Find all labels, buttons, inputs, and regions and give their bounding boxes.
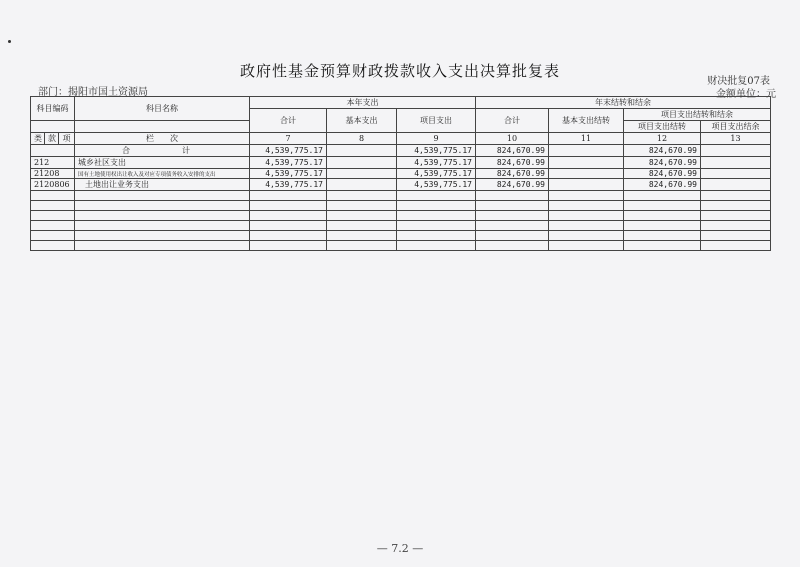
header-basic: 基本支出 <box>327 109 397 133</box>
header-year-end-total: 合计 <box>476 109 549 133</box>
header-project-carryover: 项目支出结转 <box>624 121 701 133</box>
cell-value <box>549 145 624 157</box>
col-num: 13 <box>701 133 771 145</box>
cell-value: 824,670.99 <box>624 145 701 157</box>
header-name-spacer <box>75 121 250 133</box>
cell-value: 824,670.99 <box>624 169 701 179</box>
header-code-group: 科目编码 <box>31 97 75 121</box>
total-label: 合 计 <box>75 145 250 157</box>
col-num: 9 <box>397 133 476 145</box>
cell-value <box>701 169 771 179</box>
header-lei: 类 <box>31 133 45 145</box>
header-current-year: 本年支出 <box>250 97 476 109</box>
total-row <box>31 145 771 157</box>
subject-code: 21208 <box>31 169 75 179</box>
header-code-spacer <box>31 121 75 133</box>
cell-value: 4,539,775.17 <box>397 179 476 191</box>
cell-value <box>327 169 397 179</box>
subject-code: 2120806 <box>31 179 75 191</box>
table-row <box>31 179 771 191</box>
cell-value: 824,670.99 <box>476 145 549 157</box>
table-row <box>31 169 771 179</box>
cell-value: 824,670.99 <box>624 157 701 169</box>
header-year-end: 年末结转和结余 <box>476 97 771 109</box>
cell-value <box>327 157 397 169</box>
cell-value <box>549 179 624 191</box>
cell-value: 4,539,775.17 <box>397 145 476 157</box>
empty-row <box>31 191 771 201</box>
subject-name: 城乡社区支出 <box>75 157 250 169</box>
report-title: 政府性基金预算财政拨款收入支出决算批复表 <box>239 62 560 80</box>
header-xiang: 项 <box>59 133 75 145</box>
currency-unit: 金额单位：元 <box>716 89 776 100</box>
cell-value <box>549 169 624 179</box>
subject-name: 土地出让业务支出 <box>75 179 250 191</box>
header-lanci: 栏 次 <box>75 133 250 145</box>
col-num: 7 <box>250 133 327 145</box>
department-label: 部门：揭阳市国土资源局 <box>38 87 148 98</box>
cell-value: 4,539,775.17 <box>250 157 327 169</box>
cell-value: 4,539,775.17 <box>250 179 327 191</box>
empty-row <box>31 201 771 211</box>
cell-value <box>327 179 397 191</box>
cell-value <box>549 157 624 169</box>
empty-row <box>31 211 771 221</box>
table-row <box>31 157 771 169</box>
cell-value <box>701 157 771 169</box>
col-num: 8 <box>327 133 397 145</box>
scan-speck <box>8 40 11 43</box>
header-total: 合计 <box>250 109 327 133</box>
total-code-cell <box>31 145 75 157</box>
header-kuan: 款 <box>45 133 59 145</box>
cell-value: 824,670.99 <box>624 179 701 191</box>
header-project-surplus: 项目支出结余 <box>701 121 771 133</box>
cell-value: 4,539,775.17 <box>250 145 327 157</box>
cell-value <box>701 179 771 191</box>
cell-value: 4,539,775.17 <box>397 157 476 169</box>
cell-value <box>701 145 771 157</box>
header-project: 项目支出 <box>397 109 476 133</box>
header-basic-carryover: 基本支出结转 <box>549 109 624 133</box>
cell-value: 824,670.99 <box>476 157 549 169</box>
form-id: 财决批复07表 <box>707 76 770 87</box>
page-number: — 7.2 — <box>376 542 424 555</box>
col-num: 10 <box>476 133 549 145</box>
subject-code: 212 <box>31 157 75 169</box>
col-num: 11 <box>549 133 624 145</box>
cell-value: 824,670.99 <box>476 179 549 191</box>
empty-row <box>31 231 771 241</box>
empty-row <box>31 221 771 231</box>
header-project-group: 项目支出结转和结余 <box>624 109 771 121</box>
column-number-row <box>31 133 771 145</box>
cell-value: 824,670.99 <box>476 169 549 179</box>
cell-value <box>327 145 397 157</box>
header-subject-name: 科目名称 <box>75 97 250 121</box>
subject-name: 国有土地使用权出让收入及对应专项债务收入安排的支出 <box>75 169 250 179</box>
empty-row <box>31 241 771 251</box>
cell-value: 4,539,775.17 <box>250 169 327 179</box>
cell-value: 4,539,775.17 <box>397 169 476 179</box>
col-num: 12 <box>624 133 701 145</box>
budget-table <box>30 96 771 251</box>
